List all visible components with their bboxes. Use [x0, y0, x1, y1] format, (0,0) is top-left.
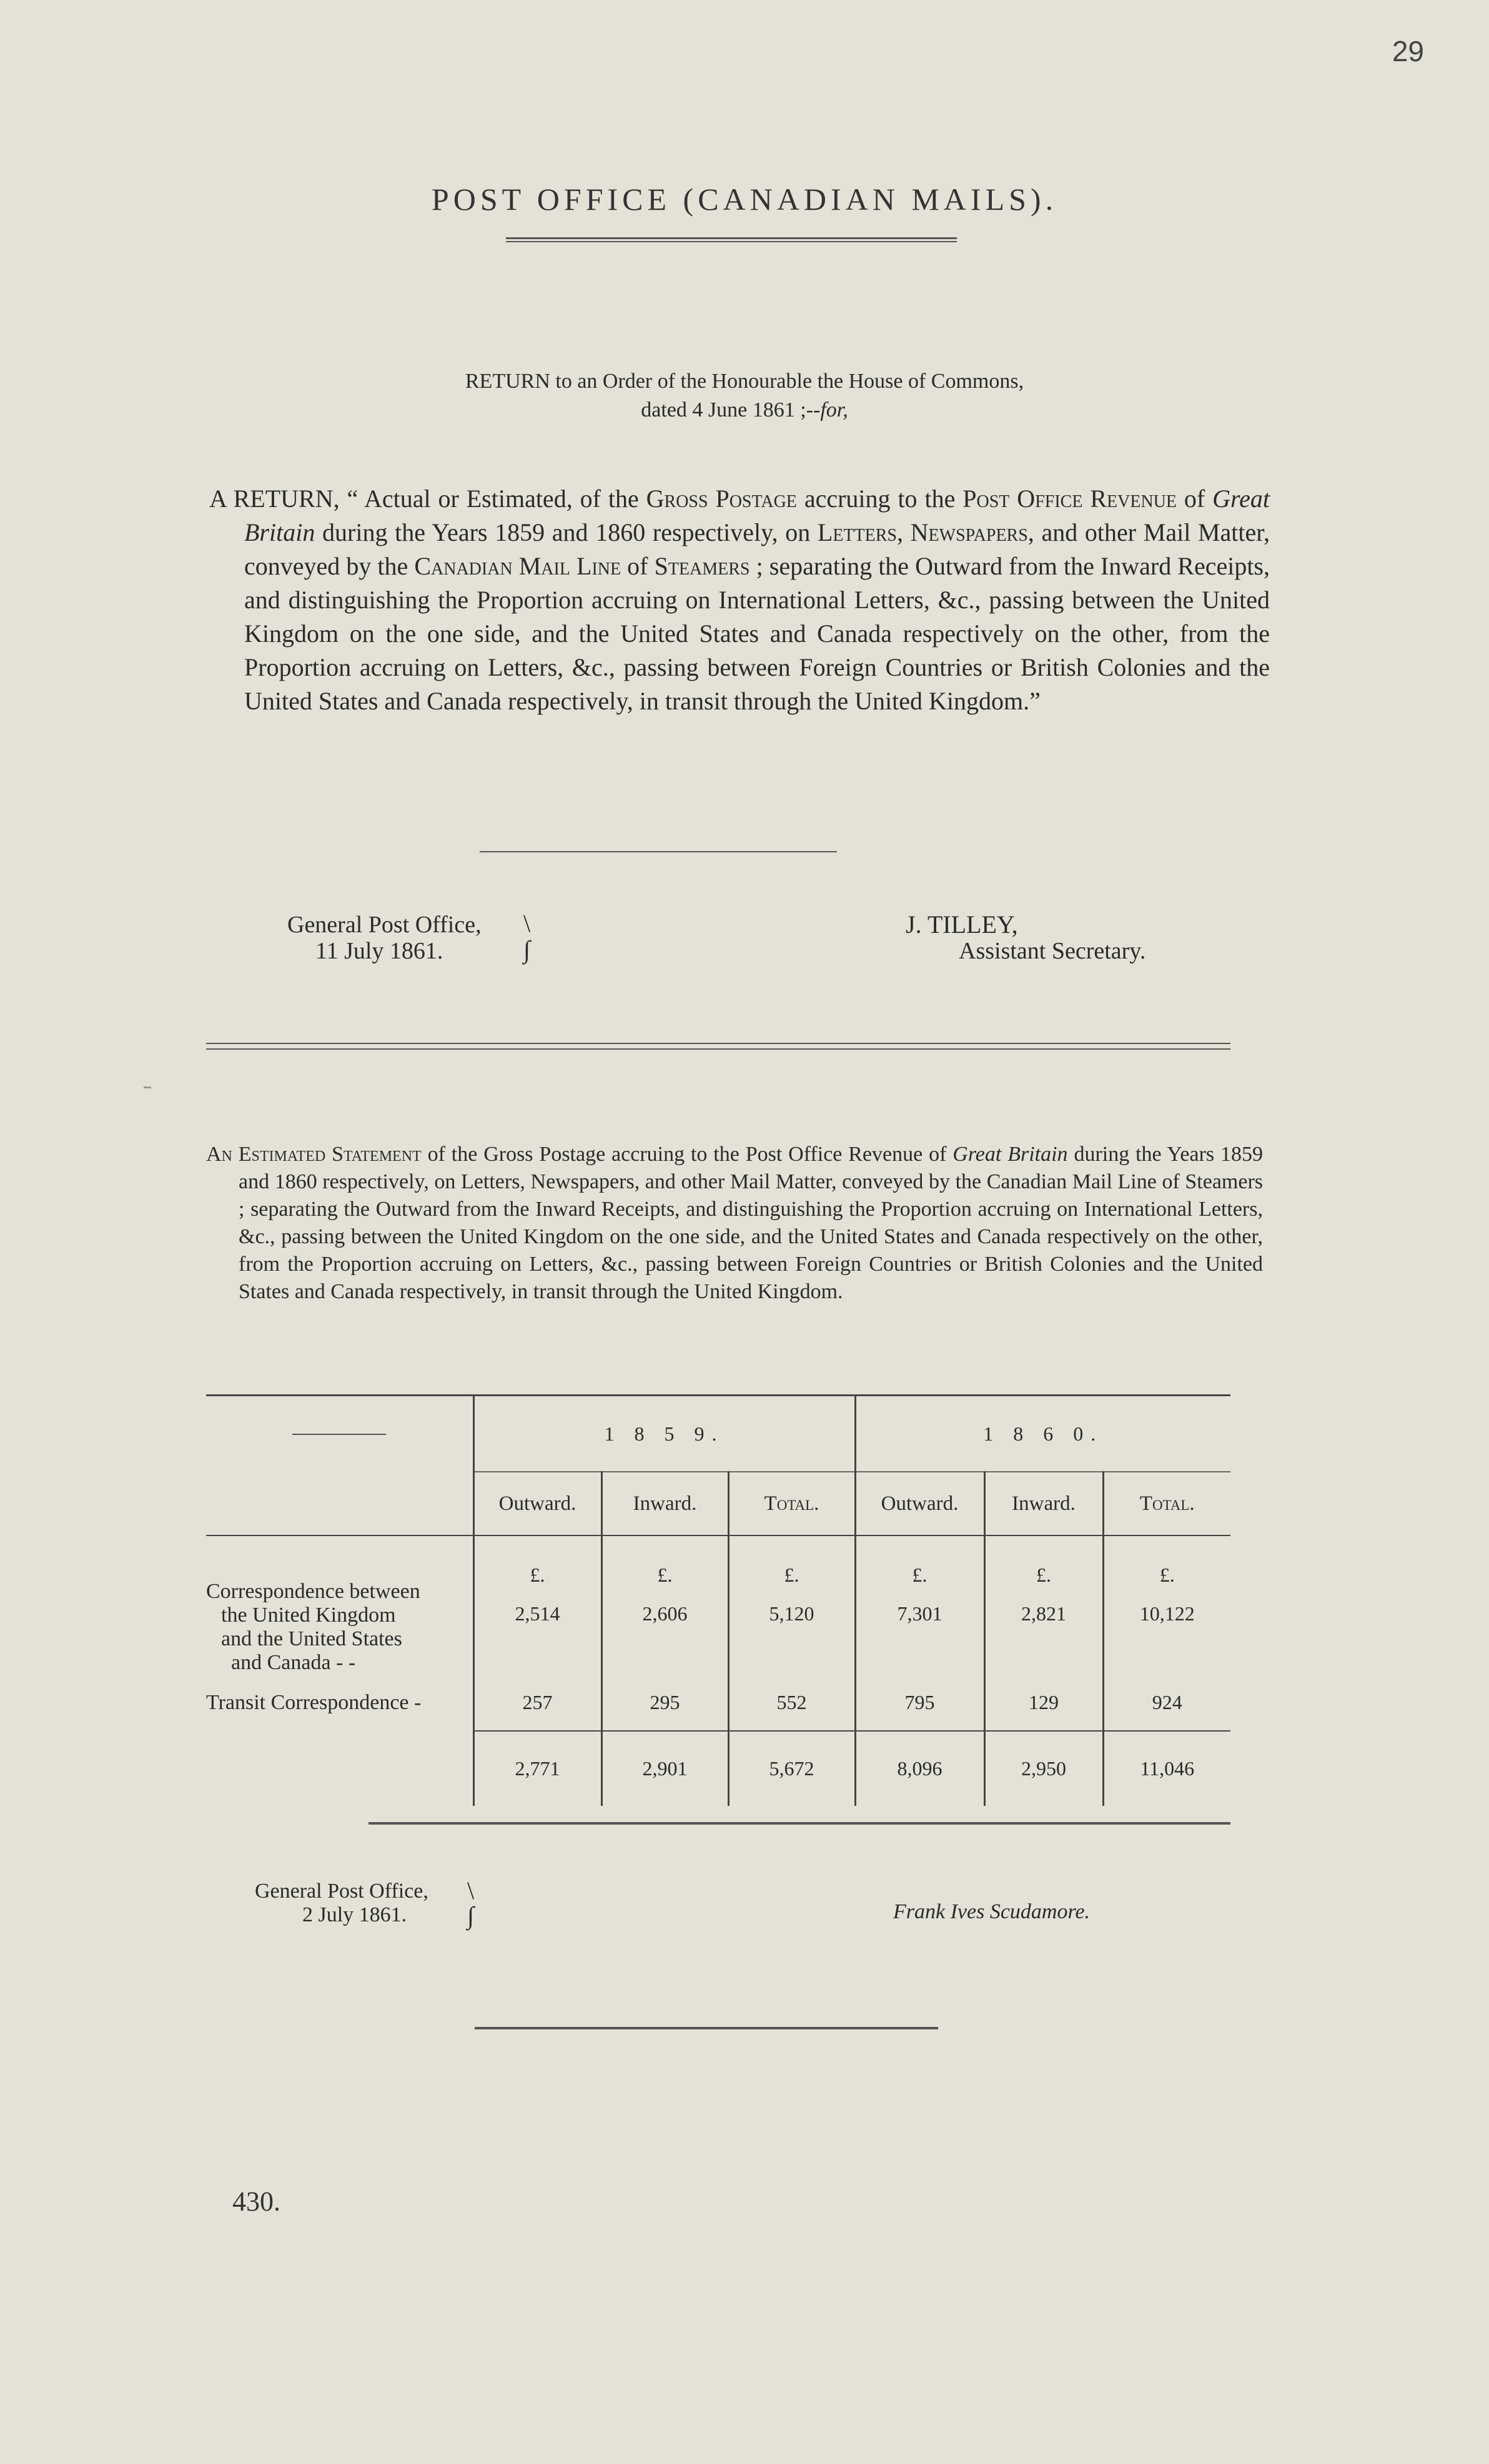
cell-value: 295 — [601, 1675, 728, 1731]
currency-label: £. — [855, 1535, 984, 1602]
table-row — [206, 1535, 1230, 1602]
date: 2 July 1861. — [302, 1903, 407, 1926]
currency-label: £. — [984, 1535, 1103, 1602]
signature-place-date-1 — [287, 912, 482, 964]
page-title: POST OFFICE (CANADIAN MAILS). — [431, 182, 1058, 217]
brace-mark: \ ∫ — [467, 1876, 475, 1929]
currency-label: £. — [1103, 1535, 1230, 1602]
double-rule-top — [206, 1043, 1230, 1044]
closing-rule — [475, 2027, 938, 2029]
total-value: 11,046 — [1103, 1731, 1230, 1806]
cell-value: 2,606 — [601, 1602, 728, 1675]
table-bottom-rule — [369, 1822, 1230, 1825]
order-line-1: RETURN to an Order of the Honourable the House of Commons, — [465, 370, 1024, 393]
brace-mark: \ ∫ — [523, 909, 531, 963]
return-paragraph: A RETURN, “ Actual or Estimated, of the Gross Postage accruing to the Post Office Revenue of Great Britain during the Years 1859 and 1860 respectively, on Letters, Newspapers, and other Mail Matter, conveyed by the Canadian Mail Line of Steamers ; separating the Outward from the Inward Receipts, and distinguishing the Proportion accruing on International Letters, &c., passing between the United Kingdom on the one side, and the United States and Canada respectively on the other, from the Proportion accruing on Letters, &c., passing between Foreign Countries or British Colonies and the United States and Canada respectively, in transit through the United Kingdom.” — [209, 485, 1270, 715]
order-heading — [0, 367, 1489, 425]
margin-mark — [144, 1087, 151, 1088]
total-value: 2,901 — [601, 1731, 728, 1806]
table-header-columns — [206, 1472, 1230, 1535]
cell-value: 257 — [473, 1675, 601, 1731]
total-value: 5,672 — [728, 1731, 855, 1806]
blank-header — [206, 1396, 473, 1472]
cell-value: 2,514 — [473, 1602, 601, 1675]
table-header-years — [206, 1396, 1230, 1472]
cell-value: 10,122 — [1103, 1602, 1230, 1675]
signature-2: Frank Ives Scudamore. — [893, 1900, 1091, 1923]
year-1859: 1 8 5 9. — [473, 1396, 855, 1472]
cell-value: 2,821 — [984, 1602, 1103, 1675]
row-label-transit: Transit Correspondence - — [206, 1691, 422, 1714]
total-value: 2,950 — [984, 1731, 1103, 1806]
col-inward-1859: Inward. — [601, 1472, 728, 1535]
currency-label: £. — [473, 1535, 601, 1602]
title-rule-thin — [506, 241, 957, 242]
order-line-2: dated 4 June 1861 ;--for, — [641, 398, 848, 421]
col-inward-1860: Inward. — [984, 1472, 1103, 1535]
col-total-1860: Total. — [1103, 1472, 1230, 1535]
col-outward-1859: Outward. — [473, 1472, 601, 1535]
signature-1 — [906, 912, 1145, 964]
statement-paragraph: An Estimated Statement of the Gross Postage accruing to the Post Office Revenue of Great Britain during the Years 1859 and 1860 respectively, on Letters, Newspapers, and other Mail Matter, conveyed by the Canadian Mail Line of Steamers ; separating the Outward from the Inward Receipts, and distinguishing the Proportion accruing on International Letters, &c., passing between the United Kingdom on the one side, and the United States and Canada respectively on the other, from the Proportion accruing on Letters, &c., passing between Foreign Countries or British Colonies and the United States and Canada respectively, in transit through the United Kingdom. — [206, 1143, 1263, 1303]
double-rule-bottom — [206, 1048, 1230, 1050]
cell-value: 129 — [984, 1675, 1103, 1731]
title-rule — [506, 237, 957, 239]
col-total-1859: Total. — [728, 1472, 855, 1535]
place: General Post Office, — [255, 1880, 428, 1903]
col-outward-1860: Outward. — [855, 1472, 984, 1535]
total-value: 2,771 — [473, 1731, 601, 1806]
cell-value: 5,120 — [728, 1602, 855, 1675]
cell-value: 924 — [1103, 1675, 1230, 1731]
handwritten-number: 430. — [232, 2186, 280, 2217]
section-divider — [480, 851, 837, 852]
signature-place-date-2 — [255, 1880, 428, 1927]
cell-value: 7,301 — [855, 1602, 984, 1675]
cell-value: 552 — [728, 1675, 855, 1731]
year-1860: 1 8 6 0. — [855, 1396, 1230, 1472]
cell-value: 795 — [855, 1675, 984, 1731]
row-label-correspondence: Correspondence between the United Kingdom and the United States and Canada - - — [206, 1580, 420, 1674]
signatory-role: Assistant Secretary. — [959, 938, 1146, 964]
currency-label: £. — [728, 1535, 855, 1602]
page-number: 29 — [1392, 35, 1424, 67]
total-value: 8,096 — [855, 1731, 984, 1806]
currency-label: £. — [601, 1535, 728, 1602]
postage-table — [206, 1394, 1230, 1806]
date: 11 July 1861. — [315, 938, 443, 964]
table-row — [206, 1675, 1230, 1731]
signatory-name: J. TILLEY, — [906, 910, 1018, 939]
table-row-totals — [206, 1731, 1230, 1806]
place: General Post Office, — [287, 912, 482, 938]
